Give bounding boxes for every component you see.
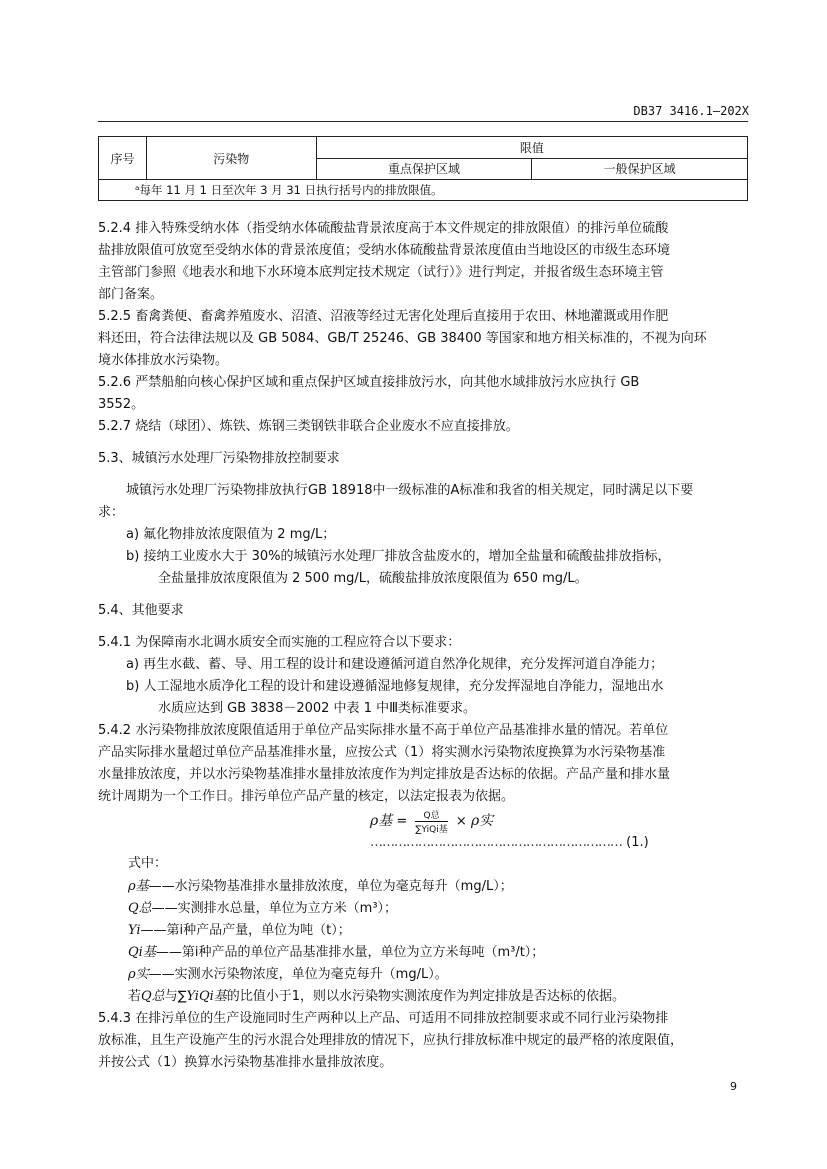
formula-1: ρ基 = $\frac{\text{Q总}}{\text{∑YiQi基}}$ × ρ实 ……………………………………………………… (1.) bbox=[370, 808, 748, 842]
header-rule bbox=[98, 121, 748, 122]
text-line: 统计周期为一个工作日。排污单位产品产量的核定，以法定报表为依据。 bbox=[98, 789, 515, 804]
table-header-seq: 序号 bbox=[99, 137, 147, 180]
text-line: 全盐量排放浓度限值为 2 500 mg/L，硫酸盐排放浓度限值为 650 mg/L。 bbox=[158, 571, 588, 586]
formula-lhs: ρ基 bbox=[370, 813, 393, 829]
ratio-condition: 若Q总与∑YiQi基的比值小于1，则以水污染物实测浓度作为判定排放是否达标的依据。 bbox=[128, 989, 626, 1004]
clause-5-2-5: 5.2.5 畜禽粪便、畜禽养殖废水、沼渣、沼液等经过无害化处理后直接用于农田、林地灌溉或用作肥 bbox=[98, 309, 669, 324]
formula-number: (1.) bbox=[626, 835, 649, 850]
formula-denominator: ∑YiQi基 bbox=[415, 825, 448, 835]
text-line: 境水体排放水污染物。 bbox=[98, 353, 229, 368]
clause-5-4-1: 5.4.1 为保障南水北调水质安全而实施的工程应符合以下要求： bbox=[98, 635, 461, 650]
list-item-a: a) 再生水截、蓄、导、用工程的设计和建设遵循河道自然净化规律，充分发挥河道自净能力； bbox=[126, 657, 664, 672]
document-code: DB37 3416.1—202X bbox=[633, 104, 749, 118]
symbol-definition: Qi基——第i种产品的单位产品基准排水量，单位为立方米每吨（m³/t）； bbox=[128, 945, 545, 960]
table-header-limit: 限值 bbox=[316, 137, 747, 159]
formula-fraction bbox=[415, 808, 447, 835]
list-item-b: b) 人工湿地水质净化工程的设计和建设遵循湿地修复规律，充分发挥湿地自净能力，湿地出水 bbox=[126, 679, 664, 694]
symbol-rho-actual: ρ实 bbox=[128, 967, 149, 982]
where-label: 式中： bbox=[128, 856, 168, 871]
text-line: 水质应达到 GB 3838－2002 中表 1 中Ⅲ类标准要求。 bbox=[158, 701, 477, 716]
clause-5-4-3: 5.4.3 在排污单位的生产设施同时生产两种以上产品、可适用不同排放控制要求或不同行业污染物排 bbox=[98, 1011, 669, 1026]
clause-5-2-6: 5.2.6 严禁船舶向核心保护区域和重点保护区域直接排放污水，向其他水域排放污水应执行 GB bbox=[98, 375, 640, 390]
symbol-definition: ρ基——水污染物基准排水量排放浓度，单位为毫克每升（mg/L）； bbox=[128, 879, 513, 894]
clause-5-2-7: 5.2.7 烧结（球团）、炼铁、炼钢三类钢铁非联合企业废水不应直接排放。 bbox=[98, 419, 519, 434]
list-item-b: b) 接纳工业废水大于 30%的城镇污水处理厂排放含盐废水的，增加全盐量和硫酸盐排放指标， bbox=[126, 549, 671, 564]
symbol-definition: Q总——实测排水总量，单位为立方米（m³）； bbox=[128, 901, 398, 916]
symbol-y-i: Yi bbox=[128, 923, 141, 938]
symbol-q-i-base: Qi基 bbox=[128, 945, 156, 960]
section-5-3-heading: 5.3、城镇污水处理厂污染物排放控制要求 bbox=[98, 451, 340, 466]
text-line: 部门备案。 bbox=[98, 287, 164, 302]
clause-5-2-4: 5.2.4 排入特殊受纳水体（指受纳水体硫酸盐背景浓度高于本文件规定的排放限值）的排污单位硫酸 bbox=[98, 221, 669, 236]
symbol-definition: ρ实——实测水污染物浓度，单位为毫克每升（mg/L）。 bbox=[128, 967, 448, 982]
formula-times: × bbox=[455, 814, 467, 829]
text-line: 盐排放限值可放宽至受纳水体的背景浓度值；受纳水体硫酸盐背景浓度值由当地设区的市级生态环境 bbox=[98, 243, 671, 258]
table-header-key-zone: 重点保护区域 bbox=[316, 158, 532, 180]
text-line: 3552。 bbox=[98, 397, 145, 412]
text-line: 料还田，符合法律法规以及 GB 5084、GB/T 25246、GB 38400 等国家和地方相关标准的，不视为向环 bbox=[98, 331, 707, 346]
text-line: 产品实际排水量超过单位产品基准排水量，应按公式（1）将实测水污染物浓度换算为水污染物基准 bbox=[98, 745, 666, 760]
symbol-q-total: Q总 bbox=[128, 901, 152, 916]
symbol-rho-base: ρ基 bbox=[128, 879, 149, 894]
text-line: 主管部门参照《地表水和地下水环境本底判定技术规定（试行）》进行判定，并报省级生态环境主管 bbox=[98, 265, 664, 280]
clause-5-4-2: 5.4.2 水污染物排放浓度限值适用于单位产品实际排水量不高于单位产品基准排水量的情况。若单位 bbox=[98, 723, 669, 738]
page-number: 9 bbox=[730, 1080, 737, 1093]
limit-table bbox=[98, 136, 748, 201]
text-line: 放标准，且生产设施产生的污水混合处理排放的情况下，应执行排放标准中规定的最严格的浓度限值， bbox=[98, 1033, 684, 1048]
text-line: 水量排放浓度，并以水污染物基准排水量排放浓度作为判定排放是否达标的依据。产品产量和排水量 bbox=[98, 767, 671, 782]
table-header-pollutant: 污染物 bbox=[146, 137, 316, 180]
table-footnote: ᵃ每年 11 月 1 日至次年 3 月 31 日执行括号内的排放限值。 bbox=[99, 180, 748, 201]
list-item-a: a) 氟化物排放浓度限值为 2 mg/L； bbox=[126, 527, 336, 542]
formula-rhs: ρ实 bbox=[470, 813, 494, 829]
text-line: 并按公式（1）换算水污染物基准排水量排放浓度。 bbox=[98, 1055, 393, 1070]
text-line: 城镇污水处理厂污染物排放执行GB 18918中一级标准的A标准和我省的相关规定，同时满足以下要 bbox=[126, 483, 694, 498]
formula-numerator: Q总 bbox=[415, 808, 447, 822]
formula-equals: = bbox=[396, 814, 408, 829]
table-header-general-zone: 一般保护区域 bbox=[532, 158, 748, 180]
symbol-definition: Yi——第i种产品产量，单位为吨（t）； bbox=[128, 923, 351, 938]
section-5-4-heading: 5.4、其他要求 bbox=[98, 603, 184, 618]
text-line: 求： bbox=[98, 505, 125, 520]
